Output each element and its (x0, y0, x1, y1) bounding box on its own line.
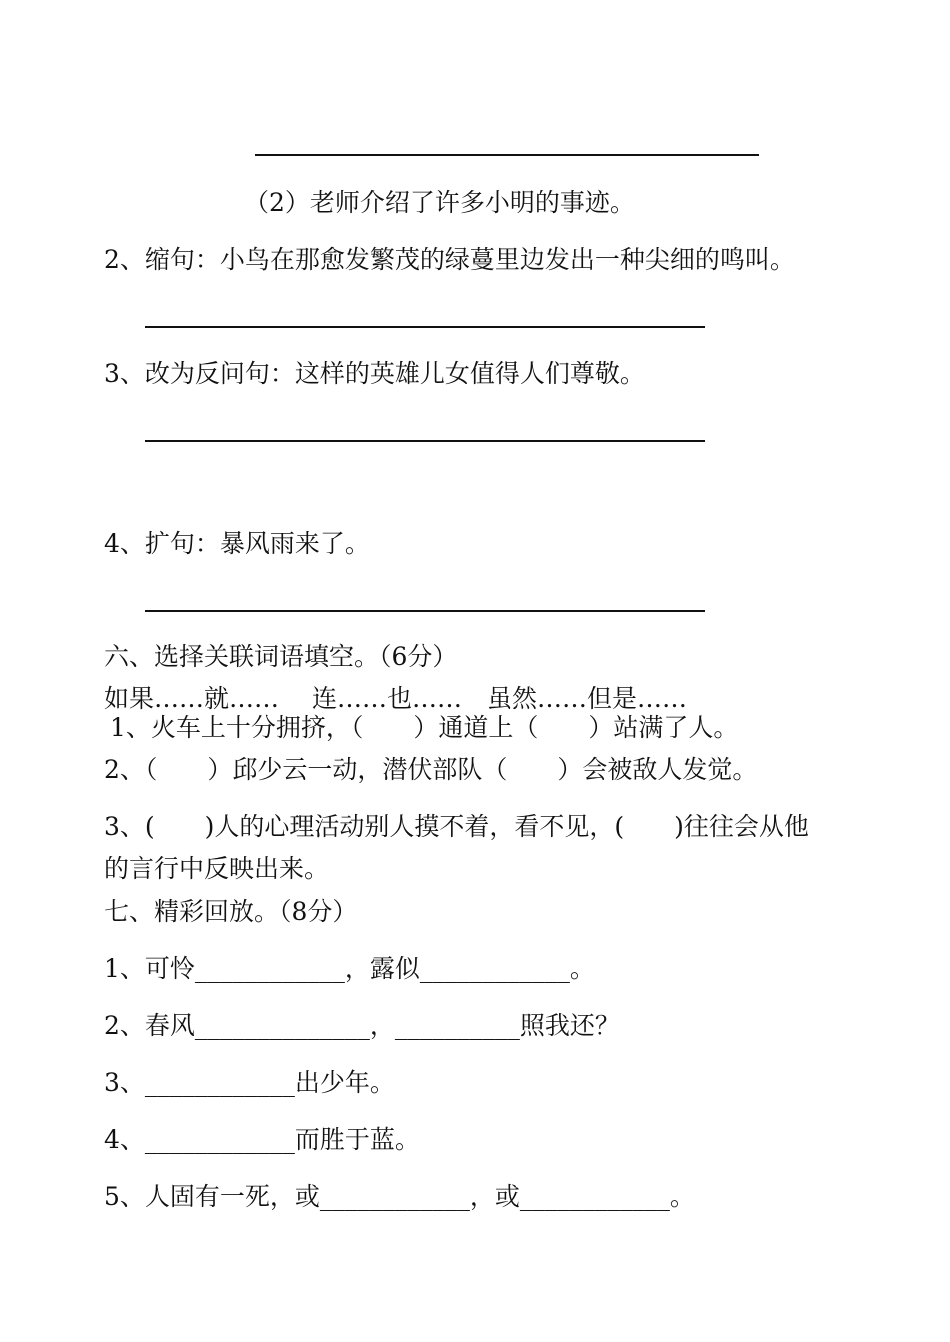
answer-line-4[interactable] (145, 610, 705, 612)
q3-rhetorical-question: 3、改为反问句：这样的英雄儿女值得人们尊敬。 (104, 359, 645, 388)
part7-q4: 4、____________而胜于蓝。 (104, 1125, 420, 1154)
part6-options: 如果……就…… 连……也…… 虽然……但是…… (104, 684, 687, 713)
q2-shorten-sentence: 2、缩句：小鸟在那愈发繁茂的绿蔓里边发出一种尖细的鸣叫。 (104, 245, 795, 274)
answer-line-3[interactable] (145, 440, 705, 442)
q4-expand-sentence: 4、扩句：暴风雨来了。 (104, 529, 370, 558)
part7-heading: 七、精彩回放。（8分） (104, 897, 358, 926)
part7-q2: 2、春风______________，__________照我还？ (104, 1011, 620, 1040)
part6-q3-line1: 3、( )人的心理活动别人摸不着，看不见，( )往往会从他 (104, 812, 809, 841)
part6-q3-line2: 的言行中反映出来。 (104, 854, 330, 883)
answer-line-1-1[interactable] (255, 154, 759, 156)
part6-heading: 六、选择关联词语填空。（6分） (104, 642, 458, 671)
part7-q5: 5、人固有一死，或____________，或____________。 (104, 1182, 695, 1211)
answer-line-2[interactable] (145, 326, 705, 328)
part6-q1: 1、火车上十分拥挤，（ ）通道上（ ）站满了人。 (110, 713, 739, 742)
part7-q1: 1、可怜____________，露似____________。 (104, 954, 595, 983)
part6-q2: 2、（ ）邱少云一动，潜伏部队（ ）会被敌人发觉。 (104, 755, 758, 784)
q1-sub2: （2）老师介绍了许多小明的事迹。 (244, 188, 635, 217)
part7-q3: 3、____________出少年。 (104, 1068, 395, 1097)
